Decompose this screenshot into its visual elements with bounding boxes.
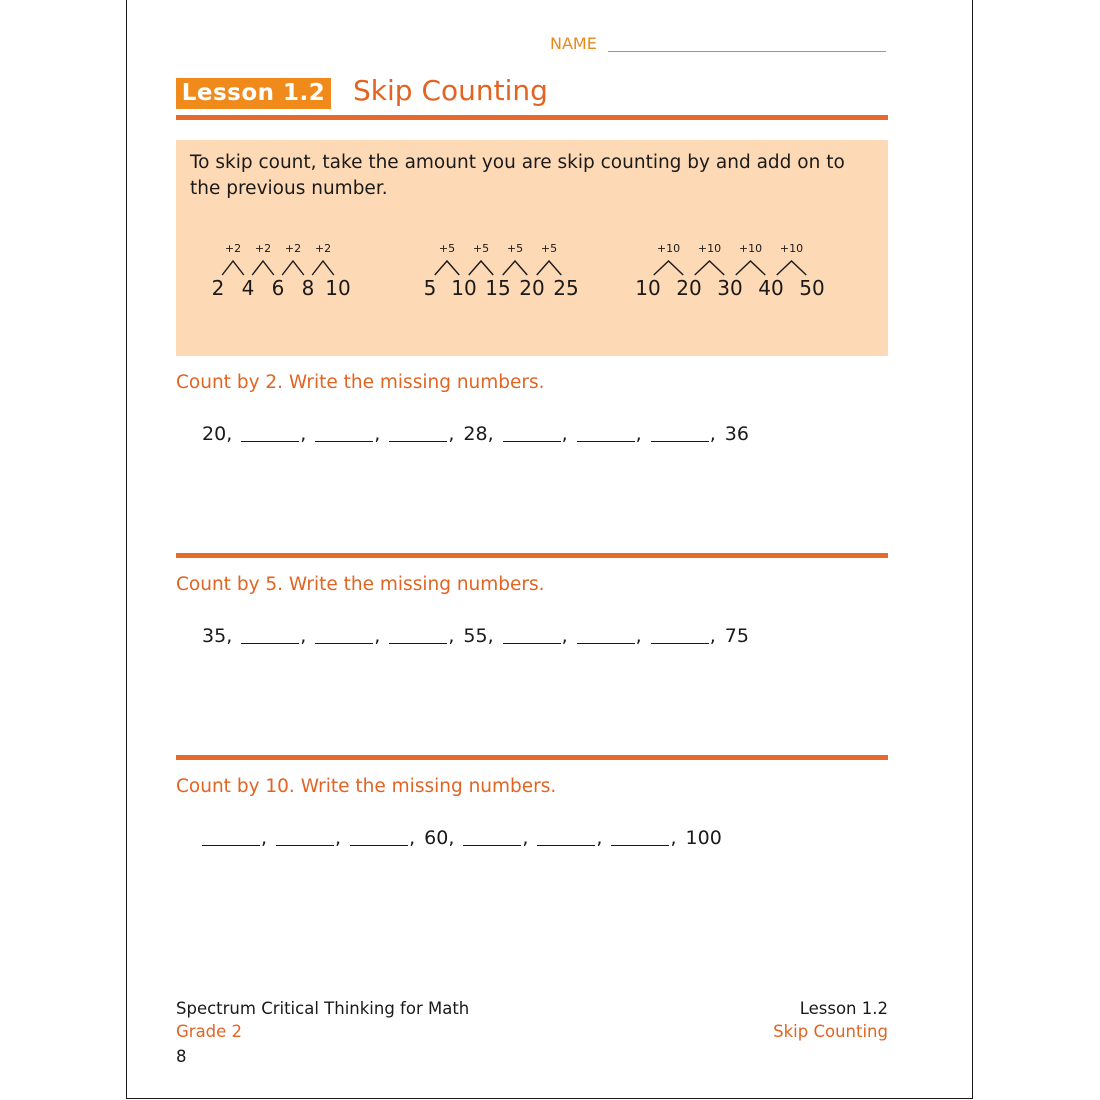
example-number: 4 xyxy=(241,276,255,300)
sequence-number: 60 xyxy=(424,827,449,849)
example-number: 2 xyxy=(211,276,225,300)
example-number: 5 xyxy=(423,276,437,300)
step-label: +2 xyxy=(254,242,272,255)
comma: , xyxy=(226,423,233,445)
instruction-count-by-2: Count by 2. Write the missing numbers. xyxy=(176,372,545,393)
answer-blank[interactable] xyxy=(537,845,595,846)
name-line[interactable] xyxy=(608,51,886,52)
comma: , xyxy=(709,625,716,647)
jump-arrow xyxy=(777,261,807,275)
example-number: 25 xyxy=(553,276,579,300)
comma: , xyxy=(635,625,642,647)
step-label: +10 xyxy=(697,242,722,255)
answer-blank[interactable] xyxy=(463,845,521,846)
example-number: 6 xyxy=(271,276,285,300)
jump-arrow xyxy=(537,261,561,275)
example-number: 10 xyxy=(635,276,661,300)
answer-blank[interactable] xyxy=(241,441,299,442)
example-number: 50 xyxy=(799,276,825,300)
instruction-count-by-5: Count by 5. Write the missing numbers. xyxy=(176,574,545,595)
comma: , xyxy=(261,827,268,849)
comma: , xyxy=(300,423,307,445)
comma: , xyxy=(335,827,342,849)
jump-arrow xyxy=(312,261,334,275)
answer-blank[interactable] xyxy=(389,643,447,644)
answer-blank[interactable] xyxy=(350,845,408,846)
example-number: 30 xyxy=(717,276,743,300)
answer-blank[interactable] xyxy=(503,441,561,442)
comma: , xyxy=(374,625,381,647)
comma: , xyxy=(596,827,603,849)
jump-arrow xyxy=(435,261,459,275)
answer-blank[interactable] xyxy=(315,643,373,644)
footer-lesson-ref: Lesson 1.2 xyxy=(799,999,888,1018)
section-rule xyxy=(176,553,888,558)
sequence-count-by-10 xyxy=(202,827,722,849)
example-number: 10 xyxy=(325,276,351,300)
sequence-number: 35 xyxy=(202,625,227,647)
jump-arrow xyxy=(695,261,725,275)
step-label: +5 xyxy=(472,242,490,255)
answer-blank[interactable] xyxy=(202,845,260,846)
sequence-number: 20 xyxy=(202,423,227,445)
comma: , xyxy=(374,423,381,445)
page-number: 8 xyxy=(176,1047,187,1066)
step-label: +5 xyxy=(438,242,456,255)
jump-arrow xyxy=(469,261,493,275)
step-label: +5 xyxy=(540,242,558,255)
comma: , xyxy=(448,423,455,445)
footer-grade: Grade 2 xyxy=(176,1022,243,1041)
comma: , xyxy=(300,625,307,647)
sequence-number: 55 xyxy=(463,625,488,647)
footer-lesson-name: Skip Counting xyxy=(773,1022,888,1041)
skip-count-examples xyxy=(176,232,888,312)
sequence-count-by-2 xyxy=(202,423,749,445)
example-number: 20 xyxy=(676,276,702,300)
sequence-number: 100 xyxy=(685,827,722,849)
jump-arrow xyxy=(736,261,766,275)
name-label: NAME xyxy=(550,34,597,53)
sequence-number: 75 xyxy=(724,625,749,647)
comma: , xyxy=(670,827,677,849)
sequence-number: 36 xyxy=(724,423,749,445)
answer-blank[interactable] xyxy=(651,643,709,644)
step-label: +10 xyxy=(738,242,763,255)
step-label: +2 xyxy=(314,242,332,255)
instruction-count-by-10: Count by 10. Write the missing numbers. xyxy=(176,776,557,797)
name-field[interactable] xyxy=(550,34,886,53)
jump-arrow xyxy=(503,261,527,275)
comma: , xyxy=(561,423,568,445)
comma: , xyxy=(487,423,494,445)
sequence-count-by-5 xyxy=(202,625,749,647)
comma: , xyxy=(709,423,716,445)
footer-book-title: Spectrum Critical Thinking for Math xyxy=(176,999,470,1018)
comma: , xyxy=(448,625,455,647)
example-number: 8 xyxy=(301,276,315,300)
jump-arrow xyxy=(222,261,244,275)
example-number: 10 xyxy=(451,276,477,300)
answer-blank[interactable] xyxy=(577,643,635,644)
section-rule xyxy=(176,755,888,760)
step-label: +10 xyxy=(656,242,681,255)
step-label: +10 xyxy=(779,242,804,255)
answer-blank[interactable] xyxy=(241,643,299,644)
answer-blank[interactable] xyxy=(315,441,373,442)
answer-blank[interactable] xyxy=(276,845,334,846)
lesson-title: Skip Counting xyxy=(353,74,548,107)
answer-blank[interactable] xyxy=(577,441,635,442)
comma: , xyxy=(409,827,416,849)
jump-arrow xyxy=(654,261,684,275)
step-label: +5 xyxy=(506,242,524,255)
answer-blank[interactable] xyxy=(503,643,561,644)
answer-blank[interactable] xyxy=(611,845,669,846)
jump-arrow xyxy=(252,261,274,275)
step-label: +2 xyxy=(224,242,242,255)
header-rule xyxy=(176,115,888,120)
example-number: 15 xyxy=(485,276,511,300)
sequence-number: 28 xyxy=(463,423,488,445)
comma: , xyxy=(522,827,529,849)
intro-text: To skip count, take the amount you are skip counting by and add on to the previous number. xyxy=(190,152,845,199)
comma: , xyxy=(487,625,494,647)
example-number: 20 xyxy=(519,276,545,300)
step-label: +2 xyxy=(284,242,302,255)
comma: , xyxy=(635,423,642,445)
answer-blank[interactable] xyxy=(389,441,447,442)
answer-blank[interactable] xyxy=(651,441,709,442)
jump-arrow xyxy=(282,261,304,275)
comma: , xyxy=(226,625,233,647)
example-number: 40 xyxy=(758,276,784,300)
comma: , xyxy=(448,827,455,849)
comma: , xyxy=(561,625,568,647)
lesson-badge: Lesson 1.2 xyxy=(176,78,331,109)
